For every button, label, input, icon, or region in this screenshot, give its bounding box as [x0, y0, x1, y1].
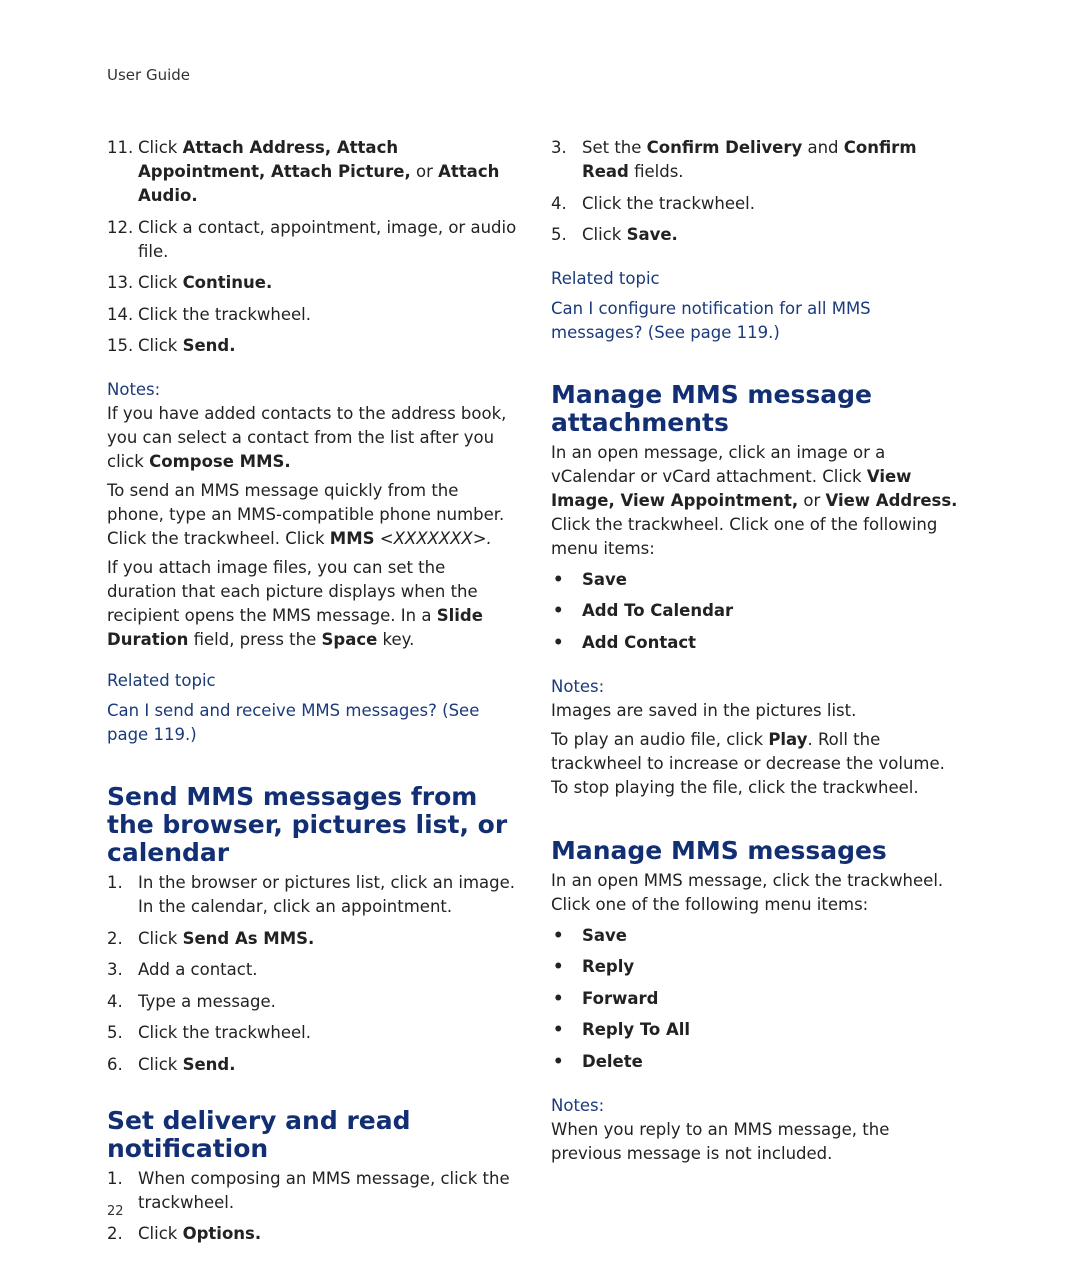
- related-topic-link[interactable]: Can I configure notification for all MMS messages? (See page 119.): [551, 298, 871, 342]
- step-5: 5. Click the trackwheel.: [107, 1023, 311, 1043]
- step-2: 2. Click Options.: [107, 1224, 262, 1244]
- step-1: 1. When composing an MMS message, click the trackwheel.: [107, 1168, 510, 1212]
- page-number: 22: [107, 1204, 124, 1219]
- menu-item-delete: • Delete: [553, 1051, 643, 1071]
- step-6: 6. Click Send.: [107, 1054, 236, 1074]
- notes-heading: Notes:: [551, 676, 605, 696]
- related-topic-link[interactable]: Can I send and receive MMS messages? (See page 119.): [107, 700, 480, 744]
- note-paragraph: If you attach image files, you can set the duration that each picture displays when the recipient opens the MMS message. In a Slide Duration field, press the Space key.: [107, 557, 483, 649]
- note-paragraph: When you reply to an MMS message, the previous message is not included.: [551, 1119, 890, 1163]
- running-header: User Guide: [107, 66, 191, 84]
- right-column: [551, 136, 961, 1171]
- step-4: 4. Type a message.: [107, 991, 276, 1011]
- menu-item-add-contact: • Add Contact: [553, 632, 697, 652]
- step-14: 14. Click the trackwheel.: [107, 304, 311, 324]
- section-title-attachments: Manage MMS message attachments: [551, 379, 872, 437]
- menu-item-reply: • Reply: [553, 957, 635, 977]
- left-column: [107, 136, 517, 1254]
- messages-intro: In an open MMS message, click the trackwheel. Click one of the following menu items:: [551, 870, 944, 914]
- section-title-manage-messages: Manage MMS messages: [551, 835, 887, 865]
- note-paragraph: If you have added contacts to the address book, you can select a contact from the list after you click Compose MMS.: [107, 403, 507, 471]
- step-1: 1. In the browser or pictures list, click an image. In the calendar, click an appointment.: [107, 872, 516, 916]
- menu-item-add-to-calendar: • Add To Calendar: [553, 601, 734, 621]
- notes-heading: Notes:: [107, 379, 161, 399]
- section-title-delivery-notification: Set delivery and read notification: [107, 1105, 411, 1163]
- step-11: 11. Click Attach Address, Attach Appointment, Attach Picture, or Attach Audio.: [107, 138, 500, 205]
- menu-item-forward: • Forward: [553, 988, 659, 1008]
- step-2: 2. Click Send As MMS.: [107, 928, 315, 948]
- step-5: 5. Click Save.: [551, 225, 678, 245]
- step-3: 3. Set the Confirm Delivery and Confirm Read fields.: [551, 138, 917, 181]
- step-15: 15. Click Send.: [107, 336, 236, 356]
- section-title-send-mms: Send MMS messages from the browser, pictures list, or calendar: [107, 781, 508, 867]
- step-12: 12. Click a contact, appointment, image, or audio file.: [107, 217, 517, 261]
- menu-item-save: • Save: [553, 925, 627, 945]
- related-topic-heading: Related topic: [107, 670, 216, 690]
- menu-item-save: • Save: [553, 569, 627, 589]
- attachments-intro: In an open message, click an image or a vCalendar or vCard attachment. Click View Image, View Appointment, or View Address. Click the trackwheel. Click one of the following menu items:: [551, 442, 958, 558]
- related-topic-heading: Related topic: [551, 268, 660, 288]
- note-paragraph: Images are saved in the pictures list.: [551, 700, 857, 720]
- menu-item-reply-to-all: • Reply To All: [553, 1020, 691, 1040]
- note-paragraph: To send an MMS message quickly from the phone, type an MMS-compatible phone number. Click the trackwheel. Click MMS <XXXXXXX>.: [107, 480, 505, 548]
- step-13: 13. Click Continue.: [107, 273, 273, 293]
- step-4: 4. Click the trackwheel.: [551, 193, 755, 213]
- step-3: 3. Add a contact.: [107, 960, 258, 980]
- notes-heading: Notes:: [551, 1095, 605, 1115]
- note-paragraph: To play an audio file, click Play. Roll the trackwheel to increase or decrease the volume. To stop playing the file, click the trackwheel.: [551, 729, 945, 797]
